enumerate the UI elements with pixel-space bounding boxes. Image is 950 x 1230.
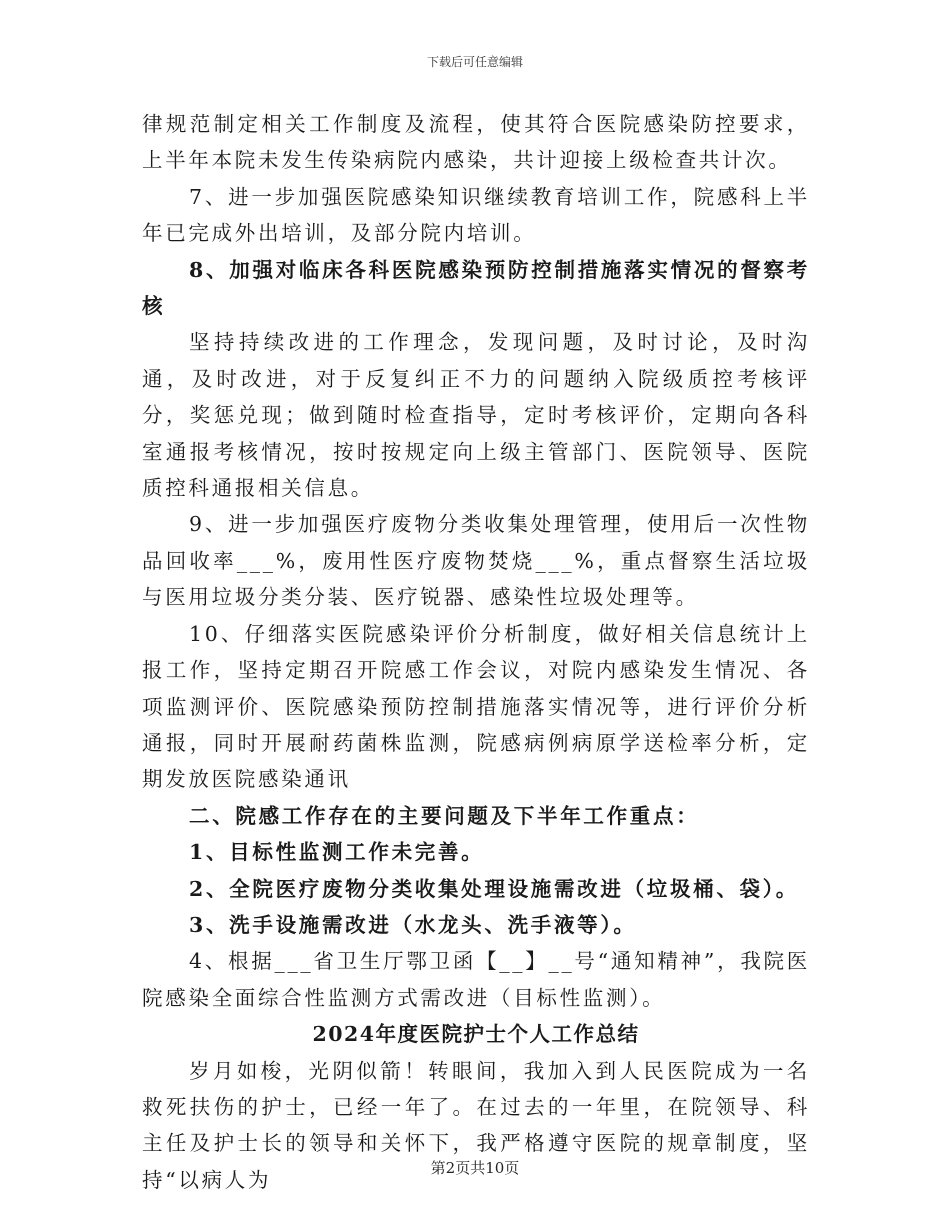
paragraph-item-10: 10、仔细落实医院感染评价分析制度，做好相关信息统计上报工作，坚持定期召开院感工作会议，对院内感染发生情况、各项监测评价、医院感染预防控制措施落实情况等，进行评价分析通报，同时开展耐药菌株监测，院感病例病原学送检率分析，定期发放医院感染通讯	[142, 621, 810, 792]
problem-item-4: 4、根据___省卫生厅鄂卫函【__】__号“通知精神”，我院医院感染全面综合性监测方式需改进（目标性监测）。	[142, 949, 810, 1010]
problem-item-2: 2、全院医疗废物分类收集处理设施需改进（垃圾桶、袋）。	[189, 876, 799, 901]
document-title: 2024年度医院护士个人工作总结	[312, 1022, 640, 1047]
document-body	[142, 106, 810, 1198]
page-header-note: 下载后可任意编辑	[426, 55, 523, 69]
paragraph-item-7: 7、进一步加强医院感染知识继续教育培训工作，院感科上半年已完成外出培训，及部分院内培训。	[142, 184, 810, 246]
problem-item-3: 3、洗手设施需改进（水龙头、洗手液等）。	[189, 912, 637, 937]
problem-item-1: 1、目标性监测工作未完善。	[189, 840, 485, 865]
paragraph-item-9: 9、进一步加强医疗废物分类收集处理管理，使用后一次性物品回收率___%，废用性医疗废物焚烧___%，重点督察生活垃圾与医用垃圾分类分装、医疗锐器、感染性垃圾处理等。	[142, 512, 810, 610]
page-number: 第2页共10页	[430, 1159, 520, 1177]
section-heading-problems: 二、院感工作存在的主要问题及下半年工作重点：	[189, 803, 700, 828]
paragraph-item-8-body: 坚持持续改进的工作理念，发现问题，及时讨论，及时沟通，及时改进，对于反复纠正不力的问题纳入院级质控考核评分，奖惩兑现；做到随时检查指导，定时考核评价，定期向各科室通报考核情况，按时按规定向上级主管部门、医院领导、医院质控科通报相关信息。	[142, 330, 810, 501]
paragraph-intro: 岁月如梭，光阴似箭！转眼间，我加入到人民医院成为一名救死扶伤的护士，已经一年了。在过去的一年里，在院领导、科主任及护士长的领导和关怀下，我严格遵守医院的规章制度，坚持“以病人为	[142, 1058, 810, 1192]
paragraph-continuation: 律规范制定相关工作制度及流程，使其符合医院感染防控要求，上半年本院未发生传染病院内感染，共计迎接上级检查共计次。	[142, 112, 810, 173]
heading-item-8: 8、加强对临床各科医院感染预防控制措施落实情况的督察考核	[142, 257, 810, 319]
